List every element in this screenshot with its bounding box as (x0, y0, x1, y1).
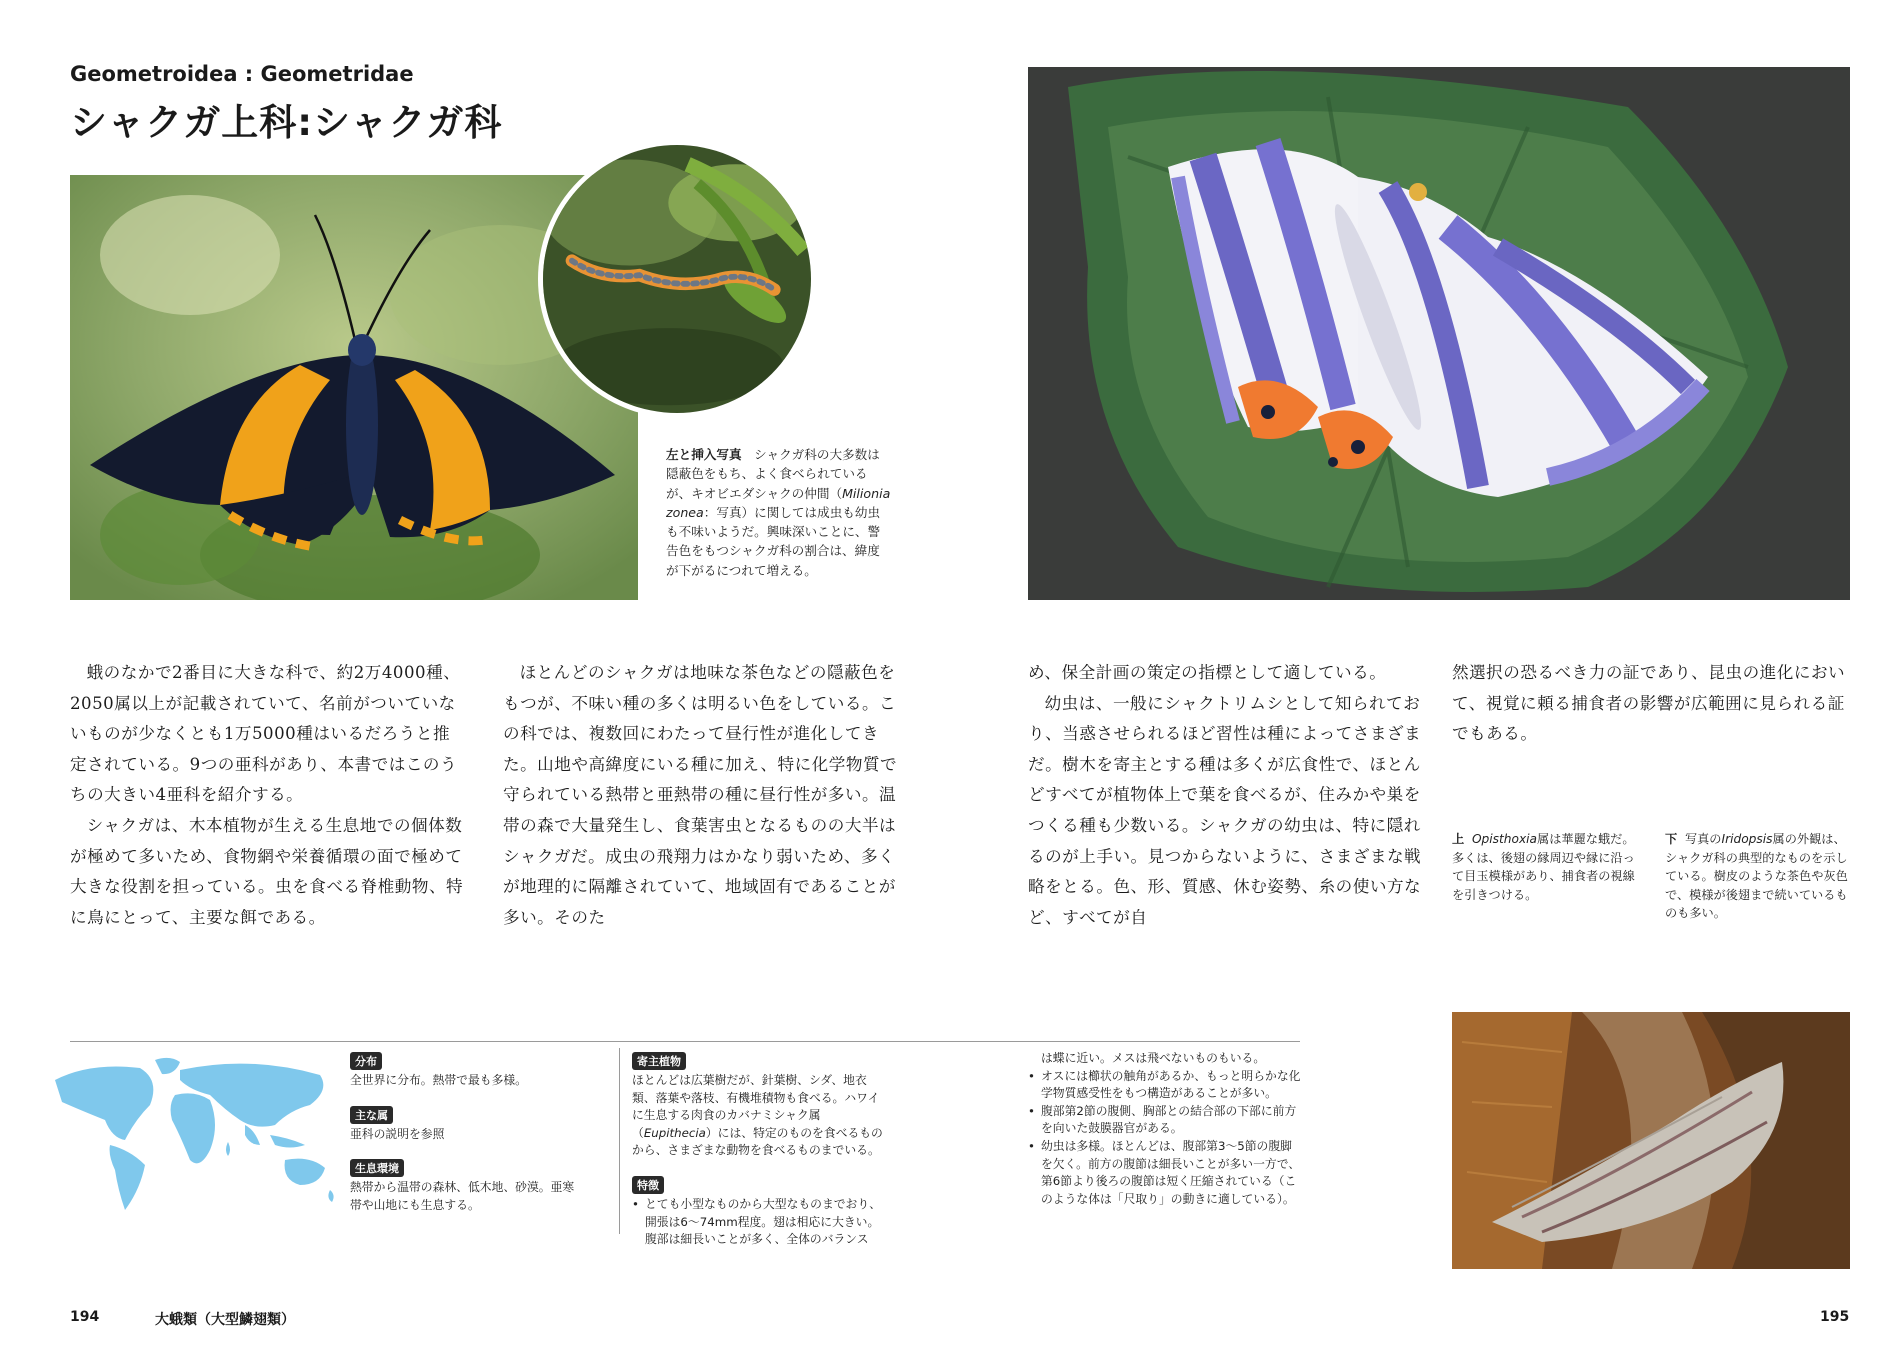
features-item-1-cont: は蝶に近い。メスは飛べないものもいる。 (1041, 1051, 1266, 1065)
body-column-4 (1452, 658, 1850, 750)
genera-block (350, 1104, 580, 1144)
body-column-2 (503, 658, 899, 933)
features-list (632, 1196, 887, 1249)
body-col2-p1: ほとんどのシャクガは地味な茶色などの隠蔽色をもつが、不味い種の多くは明るい色をしている。この科では、複数回にわたって昼行性が進化してきた。山地や高緯度にいる種に加え、特に化学物質で守られている熱帯と亜熱帯の種に昼行性が多い。温帯の森で大量発生し、食葉害虫となるものの大半はシャクガだ。成虫の飛翔力はかなり弱いため、多くが地理的に隔離されていて、地域固有であることが多い。そのた (503, 663, 898, 927)
world-map-icon (50, 1050, 340, 1218)
distribution-map (50, 1050, 340, 1218)
host-label: 寄主植物 (632, 1052, 686, 1070)
caption-bottom-label: 下 (1665, 832, 1678, 846)
caption-top-label: 上 (1452, 832, 1465, 846)
features-label: 特徴 (632, 1176, 664, 1194)
genera-label: 主な属 (350, 1106, 393, 1124)
distribution-text: 全世界に分布。熱帯で最も多様。 (350, 1073, 527, 1087)
body-col3-p2: 幼虫は、一般にシャクトリムシとして知られており、当惑させられるほど習性は種によってさまざまだ。樹木を寄主とする種は多くが広食性で、ほとんどすべてが植物体上で葉を食べるが、住みかや巣をつくる種も少数いる。シャクガの幼虫は、特に隠れるのが上手い。見つからないように、さまざまな戦略をとる。色、形、質感、休む姿勢、糸の使い方など、すべてが自 (1028, 693, 1422, 927)
body-col1-p1: 蛾のなかで2番目に大きな科で、約2万4000種、2050属以上が記載されていて、名前がついていないものが少なくとも1万5000種はいるだろうと推定されている。9つの亜科があり、本書ではこのうちの大きい4亜科を紹介する。 (70, 663, 461, 805)
bottom-right-photo (1452, 1012, 1850, 1269)
features-item-2: • オスには櫛状の触角があるか、もっと明らかな化学物質感受性をもつ構造があることが多い。 (1028, 1068, 1303, 1103)
features-item-4: • 幼虫は多様。ほとんどは、腹部第3〜5節の腹脚を欠く。前方の腹節は細長いことが多い一方で、第6節より後ろの腹節は短く圧縮されている（このような体は「尺取り」の動きに適している）。 (1028, 1138, 1303, 1208)
info-column-3 (1028, 1050, 1303, 1208)
habitat-text: 熱帯から温帯の森林、低木地、砂漠。亜寒帯や山地にも生息する。 (350, 1180, 575, 1212)
caption-bottom-text: 属の外観は、シャクガ科の典型的なものを示している。樹皮のような茶色や灰色で、模様が後翅まで続いているものも多い。 (1665, 832, 1848, 921)
caption-top (1452, 830, 1642, 904)
host-text-b: ）には、特定のものを食べるものから、さまざまな動物を食べるものまでいる。 (632, 1125, 883, 1158)
caption-left-text-b: ：写真）に関しては成虫も幼虫も不味いようだ。興味深いことに、警告色をもつシャクガ科の割合は、緯度が下がるにつれて増える。 (666, 504, 881, 578)
caption-bottom (1665, 830, 1850, 923)
info-vertical-rule-1 (619, 1048, 620, 1234)
moth-photo-icon-3 (1452, 1012, 1850, 1269)
page-number-right: 195 (1820, 1309, 1850, 1325)
caption-top-italic: Opisthoxia (1471, 832, 1538, 846)
right-main-photo (1028, 67, 1850, 600)
habitat-block (350, 1157, 580, 1214)
inset-caterpillar-photo (538, 140, 816, 418)
features-list-cont (1028, 1068, 1303, 1209)
family-title-en: Geometroidea : Geometridae (70, 62, 414, 86)
caption-bottom-text-a: 写真の (1684, 832, 1722, 846)
features-item-3: • 腹部第2節の腹側、胸部との結合部の下部に前方を向いた鼓膜器官がある。 (1028, 1103, 1303, 1138)
host-italic: Eupithecia (643, 1125, 706, 1140)
host-text (632, 1072, 887, 1160)
body-col4-p1: 然選択の恐るべき力の証であり、昆虫の進化において、視覚に頼る捕食者の影響が広範囲に見られる証でもある。 (1452, 663, 1846, 744)
body-col3-p1: め、保全計画の策定の指標として適している。 (1028, 663, 1387, 682)
body-column-1 (70, 658, 466, 933)
family-title-jp: シャクガ上科:シャクガ科 (70, 101, 503, 144)
section-title: 大蛾類（大型鱗翅類） (155, 1312, 295, 1328)
info-divider (70, 1041, 1300, 1042)
caption-bottom-italic: Iridopsis (1721, 832, 1773, 846)
caption-left-label: 左と挿入写真 (666, 447, 742, 462)
caption-left (666, 445, 892, 580)
distribution-block (350, 1050, 580, 1090)
info-column-1 (350, 1050, 580, 1228)
caption-left-italic: Milionia zonea (666, 485, 891, 520)
features-block (632, 1174, 887, 1249)
host-block (632, 1050, 887, 1160)
caption-top-text: 属は華麗な蛾だ。多くは、後翅の縁周辺や縁に沿って目玉模様があり、捕食者の視線を引きつける。 (1452, 832, 1635, 902)
genera-text: 亜科の説明を参照 (350, 1126, 445, 1141)
caption-left-text-a: シャクガ科の大多数は隠蔽色をもち、よく食べられているが、キオビエダシャクの仲間（ (666, 447, 880, 501)
caterpillar-photo-icon (543, 145, 811, 413)
page-number-left: 194 (70, 1309, 100, 1325)
distribution-label: 分布 (350, 1052, 382, 1070)
info-column-2 (632, 1050, 887, 1263)
habitat-label: 生息環境 (350, 1159, 404, 1177)
body-col1-p2: シャクガは、木本植物が生える生息地での個体数が極めて多いため、食物網や栄養循環の面で極めて大きな役割を担っている。虫を食べる脊椎動物、特に鳥にとって、主要な餌である。 (70, 815, 464, 927)
host-text-a: ほとんどは広葉樹だが、針葉樹、シダ、地衣類、落葉や落枝、有機堆積物も食べる。ハワイに生息する肉食のカバナミシャク属（ (632, 1073, 880, 1140)
body-column-3 (1028, 658, 1424, 933)
moth-photo-icon-2 (1028, 67, 1850, 600)
features-item-1: • とても小型なものから大型なものまでおり、開張は6〜74mm程度。翅は相応に大きい。腹部は細長いことが多く、全体のバランス (632, 1196, 887, 1249)
